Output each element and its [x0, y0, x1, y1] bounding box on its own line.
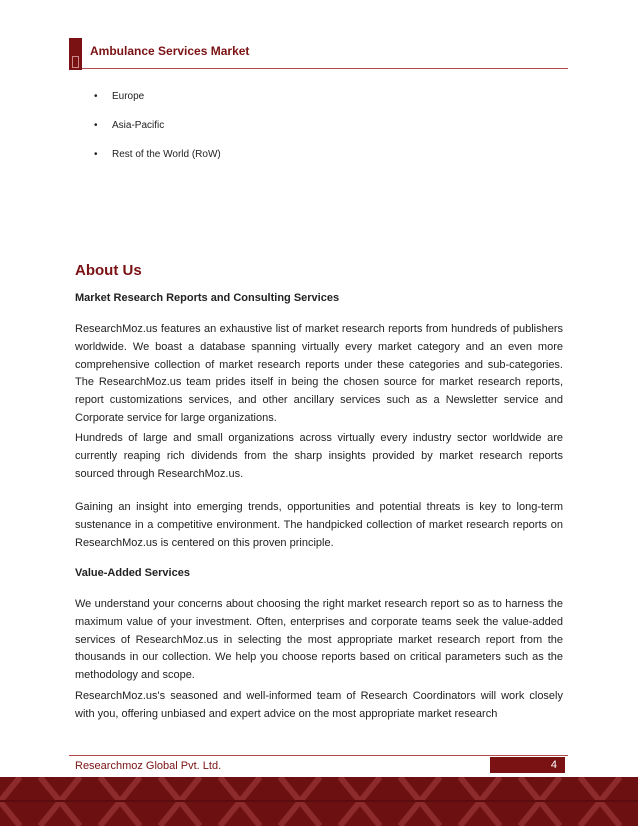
list-item [94, 119, 221, 148]
paragraph-insight: Gaining an insight into emerging trends, opportunities and potential threats is key to long-term sustenance in a competitive environment. The handpicked collection of market research reports on ResearchMoz.us is centered on this proven principle. [75, 501, 563, 549]
paragraph-intro: ResearchMoz.us features an exhaustive list of market research reports from hundreds of publishers worldwide. We boast a database spanning virtually every market category and an even more comprehensive collection of market research reports under these categories and sub-categories. The ResearchMoz.us team prides itself in being the chosen source for market research reports, report customizations services, and other ancillary services such as a Newsletter service and Corporate service for large organizations. [75, 323, 563, 424]
header-accent-bar [69, 38, 82, 70]
header-rule [82, 68, 568, 69]
bullet-icon: • [94, 120, 98, 131]
about-subheading: Market Research Reports and Consulting Services [75, 292, 340, 304]
list-item-label: Asia-Pacific [112, 120, 165, 131]
paragraph-team: ResearchMoz.us's seasoned and well-informed team of Research Coordinators will work closely with you, offering unbiased and expert advice on the most appropriate market research [75, 690, 563, 720]
list-item [94, 148, 221, 177]
paragraph-organizations: Hundreds of large and small organizations across virtually every industry sector worldwide are currently reaping rich dividends from the sharp insights provided by market research reports sourced through ResearchMoz.us. [75, 432, 563, 480]
bullet-icon: • [94, 91, 98, 102]
paragraph-value-added: We understand your concerns about choosing the right market research report so as to harness the maximum value of your investment. Often, enterprises and corporate teams seek the value-added services of ResearchMoz.us in selecting the most appropriate market research report from the thousands in our collection. We help you choose reports based on critical parameters such as the methodology and scope. [75, 598, 563, 682]
about-heading: About Us [75, 262, 142, 279]
page-number-badge: 4 [490, 757, 565, 773]
footer-rule [69, 755, 568, 756]
bullet-icon: • [94, 149, 98, 160]
list-item-label: Europe [112, 91, 145, 102]
header-title: Ambulance Services Market [90, 44, 250, 58]
list-item [94, 90, 221, 119]
list-item-label: Rest of the World (RoW) [112, 149, 221, 160]
value-added-heading: Value-Added Services [75, 567, 190, 579]
footer-pattern-band [0, 777, 638, 826]
footer-company: Researchmoz Global Pvt. Ltd. [75, 760, 222, 772]
region-bullet-list [94, 90, 221, 177]
